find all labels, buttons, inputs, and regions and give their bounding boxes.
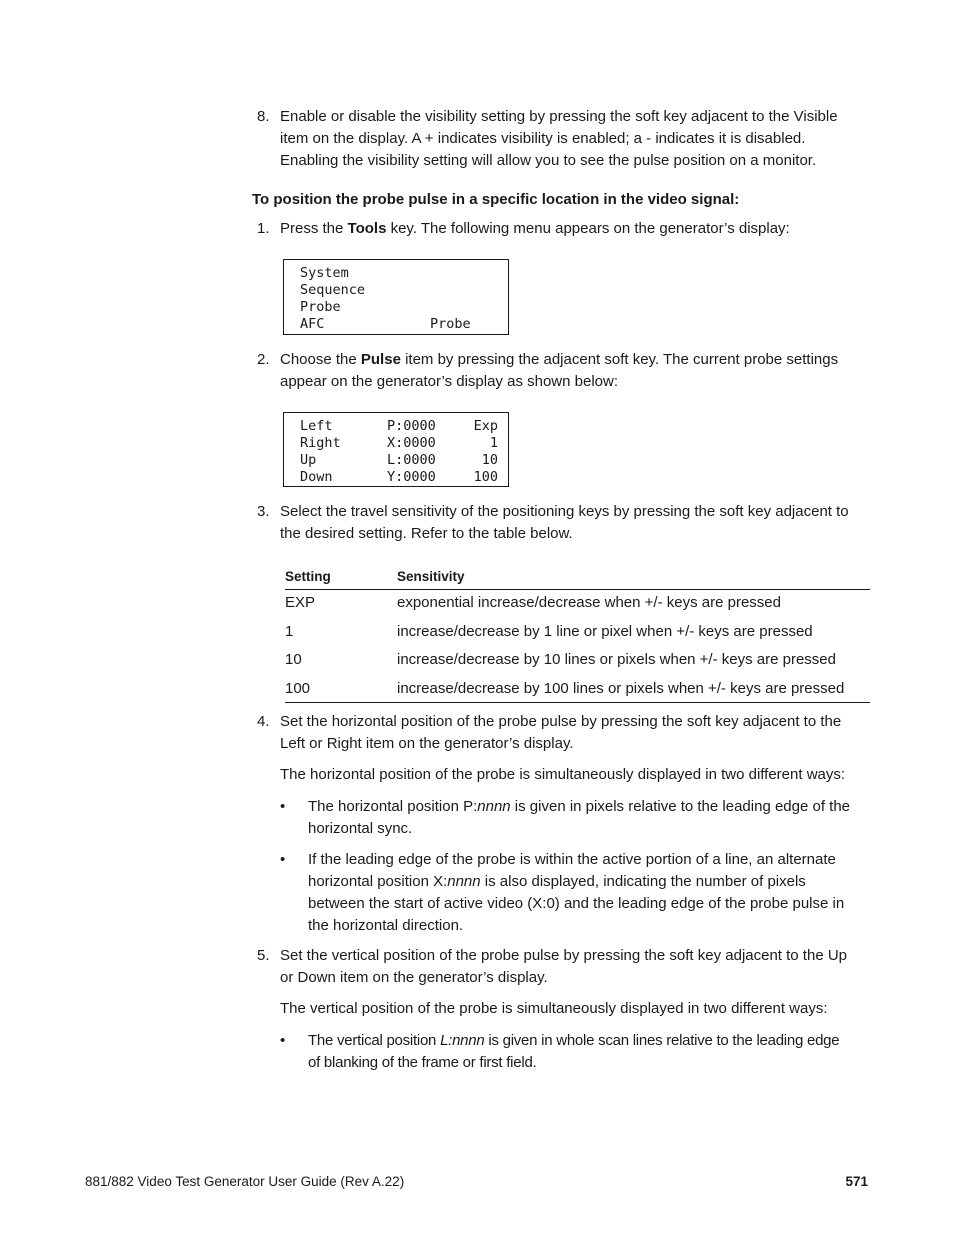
step-number: 2. — [257, 351, 270, 368]
bullet-text-pre: The vertical position — [308, 1032, 441, 1049]
step-number: 5. — [257, 947, 270, 964]
procedure-heading: To position the probe pulse in a specific location in the video signal: — [252, 191, 740, 208]
table-row — [285, 592, 870, 621]
step-line: Enabling the visibility setting will allow you to see the pulse position on a monitor. — [280, 152, 817, 169]
bullet-line — [308, 1030, 870, 1052]
step-line: Set the vertical position of the probe pulse by pressing the soft key adjacent to the Up — [280, 947, 848, 964]
step-line: Select the travel sensitivity of the positioning keys by pressing the soft key adjacent to — [280, 503, 849, 520]
bullet-line: horizontal sync. — [308, 820, 413, 837]
step-text — [280, 218, 869, 240]
table-header — [285, 564, 870, 590]
menu-item: Sequence — [300, 282, 366, 298]
menu-display-row — [284, 265, 508, 282]
table-row — [285, 621, 870, 650]
bullet-text — [308, 796, 870, 840]
step-text — [280, 711, 869, 755]
step-text-post: item by pressing the adjacent soft key. The current probe settings — [400, 351, 839, 368]
tools-key-label: Tools — [347, 220, 387, 237]
header-sensitivity: Sensitivity — [397, 569, 465, 584]
step-8 — [257, 106, 869, 172]
step-line: Set the horizontal position of the probe pulse by pressing the soft key adjacent to the — [280, 713, 842, 730]
probe-value: Exp — [473, 418, 498, 434]
probe-value: 10 — [481, 452, 498, 468]
probe-display-row — [284, 452, 508, 469]
table-row — [285, 678, 870, 702]
step-number: 8. — [257, 108, 270, 125]
step-line: item on the display. A + indicates visibility is enabled; a - indicates it is disabled. — [280, 130, 806, 147]
probe-coord: L:0000 — [387, 452, 436, 468]
step-line: Enable or disable the visibility setting by pressing the soft key adjacent to the Visible — [280, 108, 838, 125]
step-text — [280, 945, 869, 989]
step-number: 3. — [257, 503, 270, 520]
probe-label: Down — [300, 469, 333, 485]
probe-coord: Y:0000 — [387, 469, 436, 485]
menu-item: System — [300, 265, 349, 281]
probe-display — [283, 412, 509, 487]
bullet-text — [308, 1030, 870, 1074]
bullet-dot: • — [280, 851, 286, 868]
menu-item: Probe — [300, 299, 341, 315]
setting-cell: 10 — [285, 651, 302, 668]
bullet-line: between the start of active video (X:0) and the leading edge of the probe pulse in — [308, 895, 845, 912]
probe-value: 1 — [489, 435, 498, 451]
bullet-line: If the leading edge of the probe is within the active portion of a line, an alternate — [308, 851, 836, 868]
bullet-horizontal-x — [280, 849, 870, 937]
probe-label: Right — [300, 435, 341, 451]
setting-cell: 100 — [285, 679, 311, 697]
footer-document-title: 881/882 Video Test Generator User Guide (Rev A.22) — [85, 1174, 405, 1189]
menu-item-right: Probe — [430, 316, 471, 332]
bullet-text-post: is given in pixels relative to the leading edge of the — [510, 798, 851, 815]
step-line: appear on the generator’s display as shown below: — [280, 373, 618, 390]
step-line: or Down item on the generator’s display. — [280, 969, 548, 986]
probe-display-row — [284, 435, 508, 452]
bullet-dot: • — [280, 1032, 286, 1049]
probe-coord: P:0000 — [387, 418, 436, 434]
bullet-italic: L:nnnn — [440, 1032, 485, 1049]
footer-page-number: 571 — [845, 1174, 868, 1189]
sensitivity-cell: exponential increase/decrease when +/- keys are pressed — [397, 594, 781, 611]
header-setting: Setting — [285, 569, 331, 584]
bullet-vertical-l — [280, 1030, 870, 1074]
sensitivity-cell: increase/decrease by 1 line or pixel when +/- keys are pressed — [397, 622, 813, 640]
setting-cell: EXP — [285, 594, 316, 611]
step-text — [280, 349, 869, 393]
probe-label: Up — [300, 452, 317, 468]
setting-cell: 1 — [285, 622, 294, 640]
step-line — [280, 349, 869, 371]
bullet-horizontal-p — [280, 796, 870, 840]
probe-value: 100 — [473, 469, 498, 485]
bullet-line: of blanking of the frame or first field. — [308, 1054, 537, 1071]
bullet-line — [308, 796, 870, 818]
bullet-dot: • — [280, 798, 286, 815]
step-1 — [257, 218, 869, 240]
sensitivity-cell: increase/decrease by 10 lines or pixels when +/- keys are pressed — [397, 651, 836, 668]
vertical-position-paragraph: The vertical position of the probe is simultaneously displayed in two different ways: — [280, 1000, 828, 1017]
step-3 — [257, 501, 869, 545]
step-line: Left or Right item on the generator’s display. — [280, 735, 574, 752]
step-text — [280, 106, 869, 172]
step-text — [280, 501, 869, 545]
menu-display — [283, 259, 509, 335]
table-row — [285, 649, 870, 678]
step-number: 1. — [257, 220, 270, 237]
bullet-text-pre: The horizontal position P: — [308, 798, 478, 815]
bullet-line: the horizontal direction. — [308, 917, 464, 934]
step-text-post: key. The following menu appears on the generator’s display: — [386, 220, 790, 237]
horizontal-position-paragraph: The horizontal position of the probe is simultaneously displayed in two different ways: — [280, 766, 846, 783]
menu-item: AFC — [300, 316, 325, 332]
step-5 — [257, 945, 869, 989]
step-4 — [257, 711, 869, 755]
bullet-italic: nnnn — [477, 798, 511, 815]
bullet-italic: nnnn — [447, 873, 481, 890]
probe-label: Left — [300, 418, 333, 434]
bullet-line — [308, 871, 870, 893]
bullet-text-pre: horizontal position X: — [308, 873, 448, 890]
step-line: the desired setting. Refer to the table below. — [280, 525, 573, 542]
step-number: 4. — [257, 713, 270, 730]
menu-display-row — [284, 282, 508, 299]
bullet-text — [308, 849, 870, 937]
step-2 — [257, 349, 869, 393]
menu-display-row — [284, 299, 508, 316]
probe-coord: X:0000 — [387, 435, 436, 451]
bullet-text-post: is also displayed, indicating the number of pixels — [480, 873, 806, 890]
sensitivity-table — [285, 564, 870, 703]
bullet-text-post: is given in whole scan lines relative to the leading edge — [484, 1032, 840, 1049]
menu-display-row — [284, 316, 508, 333]
sensitivity-cell: increase/decrease by 100 lines or pixels when +/- keys are pressed — [397, 679, 845, 697]
step-text-pre: Choose the — [280, 351, 361, 368]
probe-display-row — [284, 418, 508, 435]
step-text-pre: Press the — [280, 220, 348, 237]
pulse-item-label: Pulse — [360, 351, 401, 368]
table-bottom-rule — [285, 702, 870, 703]
probe-display-row — [284, 469, 508, 486]
